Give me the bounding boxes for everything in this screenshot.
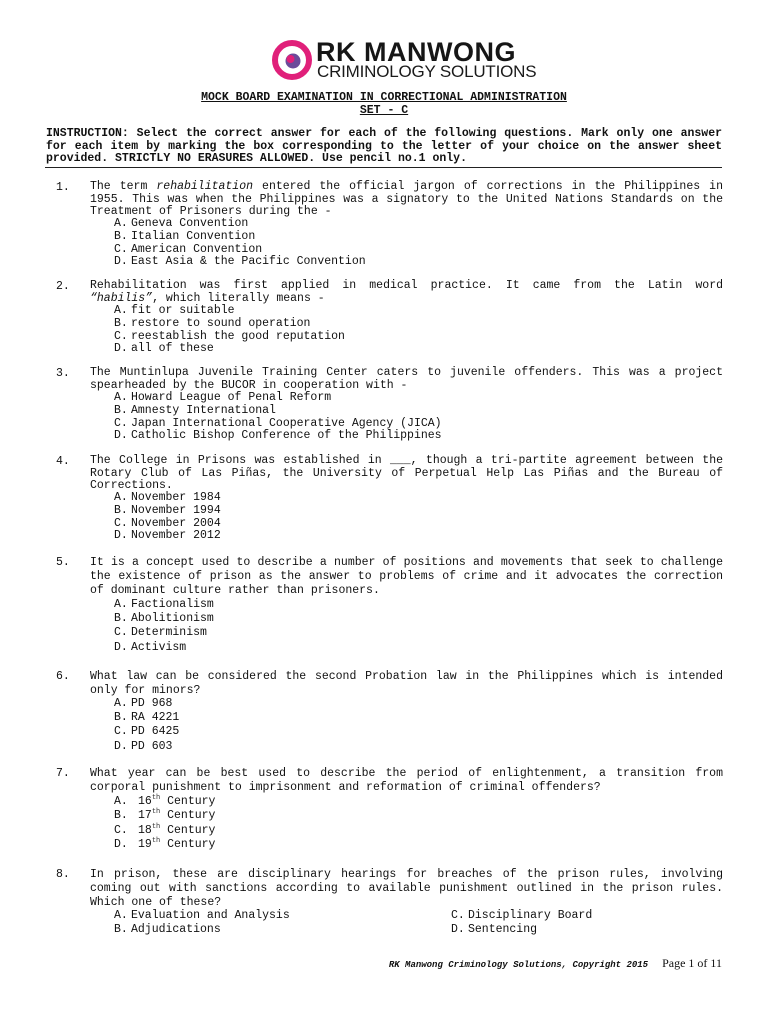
question-number: 8. xyxy=(56,868,70,881)
instruction-divider xyxy=(45,167,722,168)
option-b[interactable]: B. Amnesty International xyxy=(114,403,276,417)
option-c[interactable]: C. American Convention xyxy=(114,242,263,256)
option-b[interactable]: B. Abolitionism xyxy=(114,612,214,626)
answer-options xyxy=(114,305,345,356)
option-a[interactable]: A. Factionalism xyxy=(114,598,214,611)
option-d[interactable]: D. 19th Century xyxy=(114,837,216,852)
question-number: 4. xyxy=(56,455,70,468)
question-number: 2. xyxy=(56,280,70,293)
option-d[interactable]: D. November 2012 xyxy=(114,529,221,543)
question-number: 7. xyxy=(56,767,70,780)
option-b[interactable]: B. Adjudications xyxy=(114,923,221,937)
logo-name-line2: CRIMINOLOGY SOLUTIONS xyxy=(317,62,537,81)
option-c[interactable]: C. 18th Century xyxy=(114,822,216,837)
instruction-text: INSTRUCTION: Select the correct answer for each of the following questions. Mark only one answer for each item by marking the box corresponding to the letter of your choice on the answer sheet provided. STRICTLY NO ERASURES ALLOWED. Use pencil no.1 only. xyxy=(46,127,722,166)
question-stem: The Muntinlupa Juvenile Training Center caters to juvenile offenders. This was a project spearheaded by the BUCOR in cooperation with - xyxy=(90,366,723,392)
question-number: 3. xyxy=(56,367,70,380)
option-d[interactable]: D. Catholic Bishop Conference of the Philippines xyxy=(114,429,442,443)
option-b[interactable]: B. restore to sound operation xyxy=(114,316,311,330)
question-stem: The term rehabilitation entered the official jargon of corrections in the Philippines in 1955. This was when the Philippines was a signatory to the United Nations Standards on the Treatment of Prisoners during the - xyxy=(90,180,723,219)
option-b[interactable]: B. 17th Century xyxy=(114,808,216,823)
option-c[interactable]: C. Determinism xyxy=(114,626,207,640)
option-c[interactable]: C. reestablish the good reputation xyxy=(114,329,345,343)
option-c[interactable]: C. PD 6425 xyxy=(114,725,180,739)
logo-ring-icon xyxy=(272,40,312,80)
question-number: 1. xyxy=(56,181,70,194)
option-d[interactable]: D. Sentencing xyxy=(451,923,538,937)
question-number: 5. xyxy=(56,556,70,569)
answer-options xyxy=(114,218,366,269)
question-stem: Rehabilitation was first applied in medical practice. It came from the Latin word “habilis”, which literally means - xyxy=(90,279,723,305)
page-number: Page 1 of 11 xyxy=(662,956,722,970)
exam-title: MOCK BOARD EXAMINATION IN CORRECTIONAL ADMINISTRATION xyxy=(201,91,567,104)
question-number: 6. xyxy=(56,670,70,683)
option-a[interactable]: A. Geneva Convention xyxy=(114,217,249,230)
answer-options xyxy=(114,392,442,443)
option-d[interactable]: D. PD 603 xyxy=(114,739,173,753)
question-stem: What year can be best used to describe the period of enlightenment, a transition from corporal punishment to imprisonment and reformation of criminal offenders? xyxy=(90,767,723,795)
question-stem: It is a concept used to describe a number of positions and movements that seek to challenge the existence of prison as the answer to problems of crime and it advocates the correction of dominant culture rather than prisoners. xyxy=(90,556,723,598)
option-a[interactable]: A. Howard League of Penal Reform xyxy=(114,391,332,404)
page-footer xyxy=(389,956,722,971)
option-c[interactable]: C. Disciplinary Board xyxy=(451,909,593,922)
option-c[interactable]: C. November 2004 xyxy=(114,516,221,530)
option-a[interactable]: A. fit or suitable xyxy=(114,304,235,317)
option-a[interactable]: A. Evaluation and Analysis xyxy=(114,909,290,922)
option-b[interactable]: B. Italian Convention xyxy=(114,229,256,243)
answer-options xyxy=(114,796,215,854)
copyright-credit: RK Manwong Criminology Solutions, Copyright 2015 xyxy=(388,960,649,970)
option-a[interactable]: A. 16th Century xyxy=(114,794,216,808)
option-c[interactable]: C. Japan International Cooperative Agency (JICA) xyxy=(114,416,442,430)
question-stem: In prison, these are disciplinary hearings for breaches of the prison rules, involving coming out with sanctions according to available punishment outlined in the prison rules. Which one of these? xyxy=(90,868,723,910)
question-stem: The College in Prisons was established in ___, though a tri-partite agreement between the Rotary Club of Las Piñas, the University of Perpetual Help Las Piñas and the Bureau of Corrections. xyxy=(90,454,723,493)
logo-name-line1: RK MANWONG xyxy=(316,37,516,67)
answer-options xyxy=(114,910,674,938)
option-a[interactable]: A. November 1984 xyxy=(114,491,221,504)
option-b[interactable]: B. November 1994 xyxy=(114,503,221,517)
option-b[interactable]: B. RA 4221 xyxy=(114,711,180,725)
option-d[interactable]: D. Activism xyxy=(114,640,187,654)
question-stem: What law can be considered the second Probation law in the Philippines which is intended only for minors? xyxy=(90,670,723,698)
answer-options xyxy=(114,698,179,755)
exam-set: SET - C xyxy=(359,104,409,117)
answer-options xyxy=(114,599,214,656)
option-a[interactable]: A. PD 968 xyxy=(114,697,173,710)
option-d[interactable]: D. East Asia & the Pacific Convention xyxy=(114,255,366,269)
answer-options xyxy=(114,492,221,543)
option-d[interactable]: D. all of these xyxy=(114,342,214,356)
